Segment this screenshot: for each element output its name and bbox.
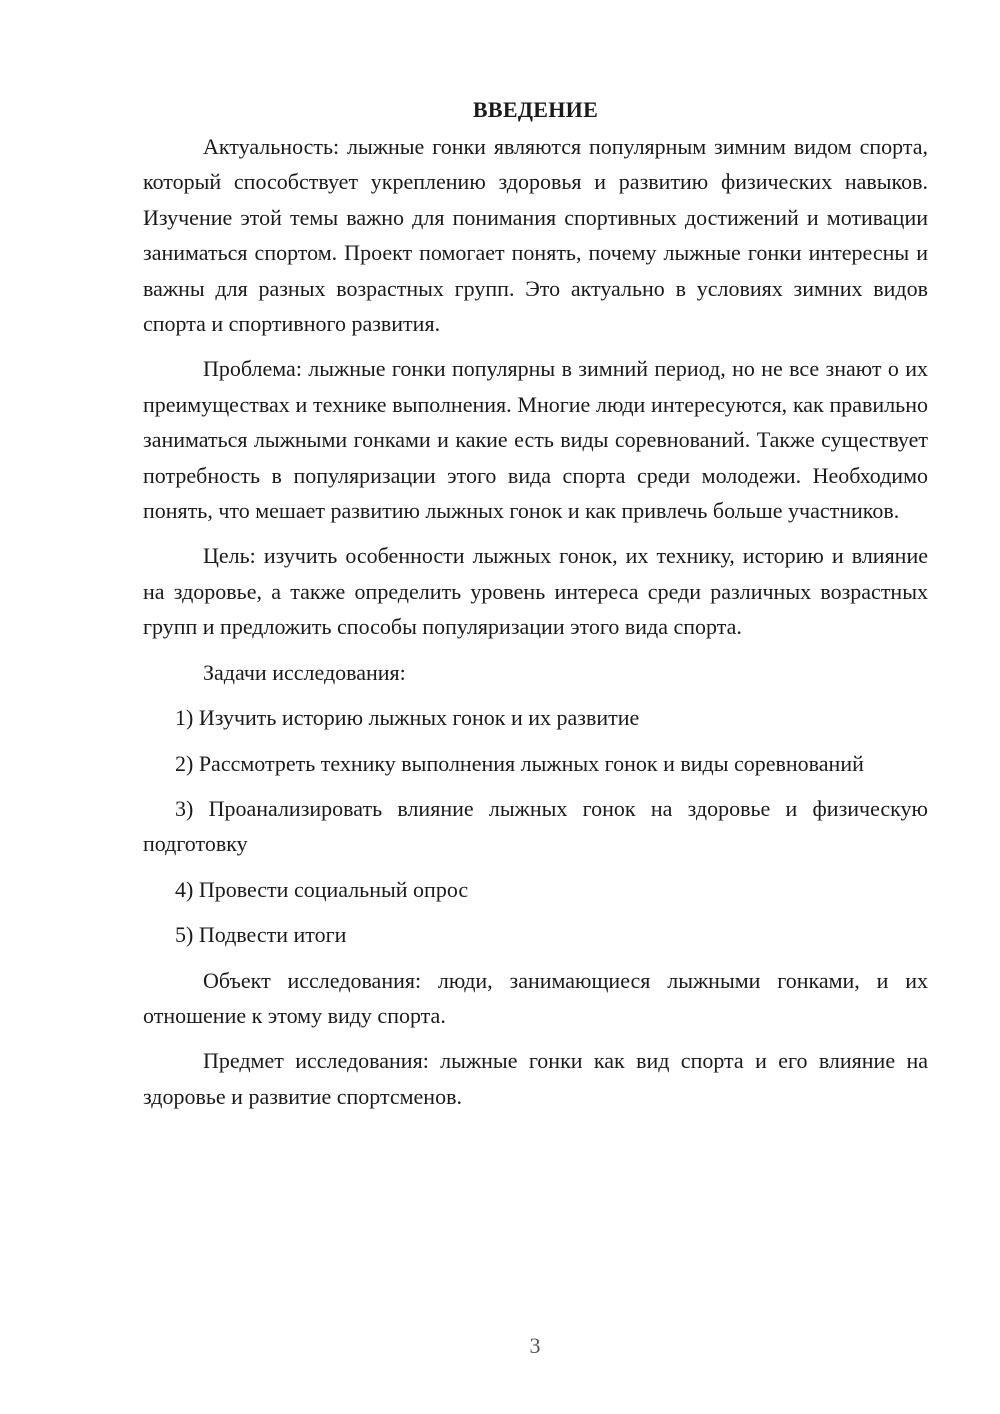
tasks-heading: Задачи исследования: bbox=[203, 659, 406, 685]
subject-paragraph: Предмет исследования: лыжные гонки как вид спорта и его влияние на здоровье и развитие спортсменов. bbox=[143, 1048, 928, 1109]
task-item-3: 3) Проанализировать влияние лыжных гонок на здоровье и физическую подготовку bbox=[143, 795, 928, 857]
page-number: 3 bbox=[529, 1333, 541, 1358]
document-page bbox=[143, 92, 928, 1124]
problem-paragraph: Проблема: лыжные гонки популярны в зимний период, но не все знают о их преимуществах и технике выполнения. Многие люди интересуются, как правильно заниматься лыжными гонками и какие есть виды соревнований. Также существует потребность в популяризации этого вида спорта среди молодежи. Необходимо понять, что мешает развитию лыжных гонок и как привлечь больше участников. bbox=[143, 356, 928, 524]
task-item-2: 2) Рассмотреть технику выполнения лыжных гонок и виды соревнований bbox=[175, 750, 864, 776]
task-item-1: 1) Изучить историю лыжных гонок и их развитие bbox=[175, 705, 640, 731]
task-item-4: 4) Провести социальный опрос bbox=[175, 876, 469, 902]
task-item-5: 5) Подвести итоги bbox=[175, 922, 347, 948]
page-title: ВВЕДЕНИЕ bbox=[472, 97, 599, 122]
relevance-paragraph: Актуальность: лыжные гонки являются популярным зимним видом спорта, который способствует укреплению здоровья и развитию физических навыков. Изучение этой темы важно для понимания спортивных достижений и мотивации заниматься спортом. Проект помогает понять, почему лыжные гонки интересны и важны для разных возрастных групп. Это актуально в условиях зимних видов спорта и спортивного развития. bbox=[143, 134, 928, 337]
goal-paragraph: Цель: изучить особенности лыжных гонок, их технику, историю и влияние на здоровье, а также определить уровень интереса среди различных возрастных групп и предложить способы популяризации этого вида спорта. bbox=[143, 543, 928, 640]
object-paragraph: Объект исследования: люди, занимающиеся лыжными гонками, и их отношение к этому виду спорта. bbox=[143, 967, 928, 1028]
